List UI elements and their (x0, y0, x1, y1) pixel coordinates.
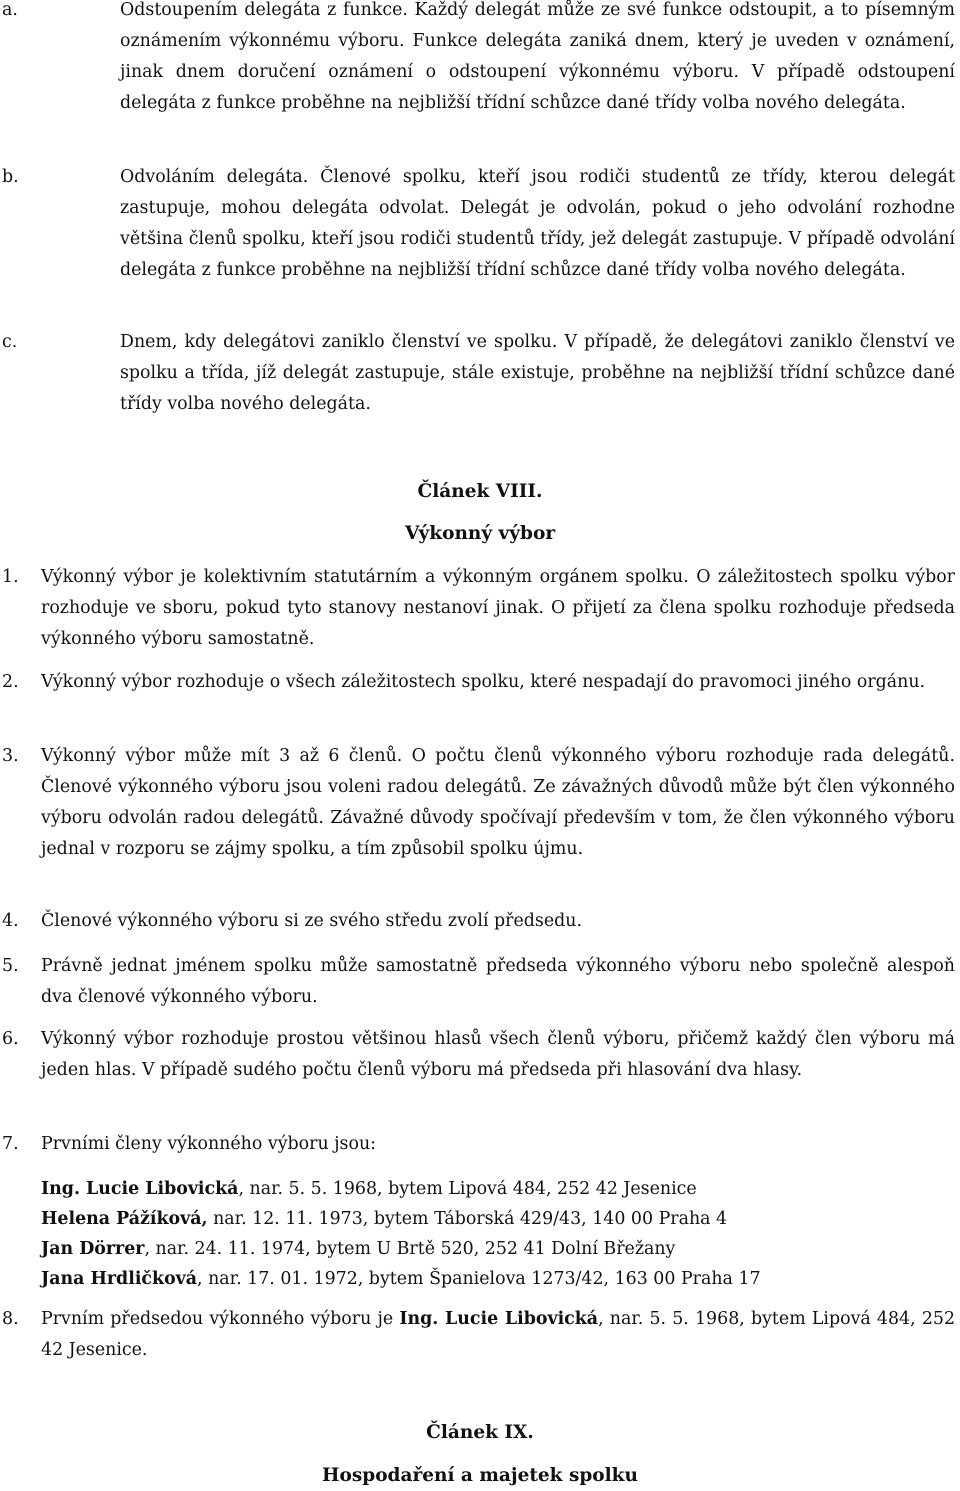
list-item-b (0, 162, 960, 312)
article-title: Hospodaření a majetek spolku (322, 1465, 638, 1486)
list-marker: 4. (2, 911, 19, 931)
article-number: Článek VIII. (417, 481, 543, 502)
member-details: , nar. 5. 5. 1968, bytem Lipová 484, 252 42 Jesenice (238, 1179, 697, 1199)
member-name: Ing. Lucie Libovická (41, 1179, 239, 1199)
list-item-text: Dnem, kdy delegátovi zaniklo členství ve spolku. V případě, že delegátovi zaniklo členství ve spolku a třída, jíž delegát zastupuje, stále existuje, proběhne na nejbližší třídní schůzce dané třídy volba nového delegáta. (120, 332, 955, 414)
list-item-text: Výkonný výbor může mít 3 až 6 členů. O počtu členů výkonného výboru rozhoduje rada delegátů. Členové výkonného výboru jsou voleni radou delegátů. Ze závažných důvodů může být člen výkonného výboru odvolán radou delegátů. Závažné důvody spočívají především v tom, že člen výkonného výboru jednal v rozporu se zájmy spolku, a tím způsobil spolku újmu. (41, 746, 955, 859)
member-name: Jan Dörrer (41, 1239, 145, 1259)
list-item-text: Prvními členy výkonného výboru jsou: (41, 1134, 377, 1154)
text-after: , nar. 5. 5. 1968, bytem Lipová 484, 252 42 Jesenice. (41, 1309, 956, 1360)
list-marker: 5. (2, 956, 19, 976)
list-marker: b. (2, 167, 19, 187)
member-name: Jana Hrdličková (41, 1269, 198, 1289)
list-item-text: Právně jednat jménem spolku může samostatně předseda výkonného výboru nebo společně alespoň dva členové výkonného výboru. (41, 956, 955, 1007)
list-item-c (0, 327, 960, 422)
list-marker: 8. (2, 1309, 19, 1329)
list-item-text: Výkonný výbor rozhoduje prostou většinou hlasů všech členů výboru, přičemž každý člen výboru má jeden hlas. V případě sudého počtu členů výboru má předseda při hlasování dva hlasy. (41, 1029, 955, 1080)
list-marker: 1. (2, 567, 19, 587)
list-marker: 6. (2, 1029, 19, 1049)
list-item-text (41, 1304, 955, 1366)
member-details: , nar. 24. 11. 1974, bytem U Brtě 520, 252 41 Dolní Břežany (144, 1239, 676, 1259)
list-marker: a. (2, 0, 18, 20)
chair-name: Ing. Lucie Libovická (399, 1309, 599, 1329)
committee-members-list (41, 1174, 955, 1294)
member-entry (41, 1234, 955, 1264)
list-marker: 2. (2, 672, 19, 692)
member-details: , nar. 17. 01. 1972, bytem Španielova 1273/42, 163 00 Praha 17 (197, 1269, 761, 1289)
article-title: Výkonný výbor (404, 523, 556, 544)
article-number: Článek IX. (426, 1422, 534, 1443)
member-details: nar. 12. 11. 1973, bytem Táborská 429/43, 140 00 Praha 4 (207, 1209, 728, 1229)
member-name: Helena Pážíková, (41, 1209, 208, 1229)
list-item-text: Výkonný výbor rozhoduje o všech záležitostech spolku, které nespadají do pravomoci jiného orgánu. (41, 672, 926, 692)
list-item-text: Odstoupením delegáta z funkce. Každý delegát může ze své funkce odstoupit, a to písemným oznámením výkonnému výboru. Funkce delegáta zaniká dnem, který je uveden v oznámení, jinak dnem doručení oznámení o odstoupení výkonnému výboru. V případě odstoupení delegáta z funkce proběhne na nejbližší třídní schůzce dané třídy volba nového delegáta. (120, 0, 955, 113)
list-marker: c. (2, 332, 18, 352)
text-before: Prvním předsedou výkonného výboru je (41, 1309, 394, 1329)
list-marker: 3. (2, 746, 19, 766)
list-item-text: Členové výkonného výboru si ze svého středu zvolí předsedu. (41, 911, 582, 931)
list-item-a (0, 0, 960, 145)
list-marker: 7. (2, 1134, 19, 1154)
member-entry (41, 1174, 955, 1204)
list-item-text: Výkonný výbor je kolektivním statutárním a výkonným orgánem spolku. O záležitostech spolku výbor rozhoduje ve sboru, pokud tyto stanovy nestanoví jinak. O přijetí za člena spolku rozhoduje předseda výkonného výboru samostatně. (41, 567, 955, 649)
member-entry (41, 1264, 955, 1294)
member-entry (41, 1204, 955, 1234)
list-item-text: Odvoláním delegáta. Členové spolku, kteří jsou rodiči studentů ze třídy, kterou delegát zastupuje, mohou delegáta odvolat. Delegát je odvolán, pokud o jeho odvolání rozhodne většina členů spolku, kteří jsou rodiči studentů třídy, jež delegát zastupuje. V případě odvolání delegáta z funkce proběhne na nejbližší třídní schůzce dané třídy volba nového delegáta. (120, 167, 955, 280)
